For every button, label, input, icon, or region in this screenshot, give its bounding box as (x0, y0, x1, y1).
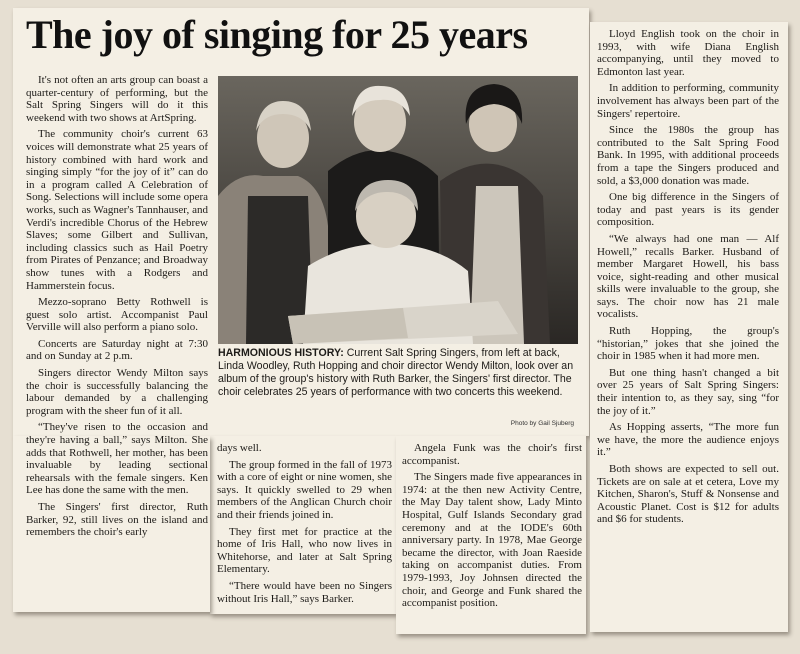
caption-text: Current Salt Spring Singers, from left at back, Linda Woodley, Ruth Hopping and choir director Wendy Milton, look over an album of the group's history with Ruth Barker, the Singers' first director. The choir celebrates 25 years of performance with two concerts this weekend. (218, 347, 574, 398)
paragraph: As Hopping asserts, “The more fun we have, the more the audience enjoys it.” (597, 421, 779, 459)
paragraph: Since the 1980s the group has contributed to the Salt Spring Food Bank. In 1995, with additional proceeds from a tape the Singers produced and sold, a $3,000 donation was made. (597, 124, 779, 187)
paragraph: They first met for practice at the home of Iris Hall, who now lives in Whitehorse, and later at Salt Spring Elementary. (217, 525, 392, 576)
paragraph: days well. (217, 442, 262, 454)
article-column-2 (217, 442, 392, 609)
paragraph: Concerts are Saturday night at 7:30 and on Sunday at 2 p.m. (26, 337, 208, 363)
choir-photo-image (218, 76, 578, 344)
paragraph: The Singers' first director, Ruth Barker, 92, still lives on the island and remembers the choir's early (26, 501, 208, 539)
paragraph: Mezzo-soprano Betty Rothwell is guest solo artist. Accompanist Paul Verville will also perform a piano solo. (26, 296, 208, 334)
paragraph: “We always had one man — Alf Howell,” recalls Barker. Husband of member Margaret Howell, his bass voice, sight-reading and other musical skills were invaluable to the group, she says. The choir now has 21 male vocalists. (597, 232, 779, 321)
article-column-4 (597, 28, 779, 530)
paragraph: Angela Funk was the choir's first accompanist. (402, 442, 582, 467)
photo-credit: Photo by Gail Sjuberg (510, 420, 574, 427)
paragraph: Lloyd English took on the choir in 1993, with wife Diana English accompanying, until they moved to Edmonton last year. (597, 28, 779, 78)
paragraph: Singers director Wendy Milton says the choir is successfully balancing the labour demanded by a challenging program with the sheer fun of it all. (26, 367, 208, 417)
paragraph: In addition to performing, community involvement has always been part of the Singers' repertoire. (597, 82, 779, 120)
paragraph: “There would have been no Singers without Iris Hall,” says Barker. (217, 579, 392, 605)
choir-photo (218, 76, 578, 344)
paragraph: But one thing hasn't changed a bit over 25 years of Salt Spring Singers: their intention to, as they say, sing “for the joy of it.” (597, 366, 779, 417)
headline: The joy of singing for 25 years (26, 12, 528, 57)
paragraph: Ruth Hopping, the group's “historian,” jokes that she joined the choir in 1985 when it had more men. (597, 325, 779, 363)
article-column-3 (402, 442, 582, 614)
paragraph: It's not often an arts group can boast a quarter-century of performing, but the Salt Spring Singers will do it this weekend with two shows at ArtSpring. (26, 74, 208, 124)
paragraph: The group formed in the fall of 1973 with a core of eight or nine women, she says. It quickly swelled to 29 when members of the Anglican Church choir and their friends joined in. (217, 458, 392, 521)
paragraph: One big difference in the Singers of today and past years is its gender composition. (597, 191, 779, 229)
paragraph: Both shows are expected to sell out. Tickets are on sale at et cetera, Love my Kitchen, Sharon's, Stuff & Nonsense and Acoustic Planet. Cost is $12 for adults and $6 for students. (597, 463, 779, 526)
paragraph: The Singers made five appearances in 1974: at the then new Activity Centre, the May Day talent show, Lady Minto Hospital, Gulf Islands Secondary grad ceremony and at the IODE's 60th anniversary party. In 1978, Mae George became the director, with Joan Raeside taking on accompanist duties. From 1979-1993, Joy Johnsen directed the choir, and George and Funk shared the accompanist position. (402, 471, 582, 610)
paragraph: “They've risen to the occasion and they're having a ball,” says Milton. She adds that Rothwell, her mother, has been invaluable by leading sectional rehearsals with the female singers. Ken Lee has done the same with the men. (26, 421, 208, 497)
photo-caption (218, 347, 578, 427)
article-column-1 (26, 74, 208, 543)
caption-lead: HARMONIOUS HISTORY: (218, 347, 344, 359)
paragraph: The community choir's current 63 voices will demonstrate what 25 years of history combined with hard work and singing simply “for the joy of it” can do in a program called A Celebration of Song. Selections will include some opera works, such as Wagner's Tannhauser, and Verdi's incredible Chorus of the Hebrew Slaves; some Gilbert and Sullivan, including classics such as Hail Poetry from Pirates of Penzance; and Broadway show tunes with a Rodgers and Hammerstein focus. (26, 128, 208, 292)
